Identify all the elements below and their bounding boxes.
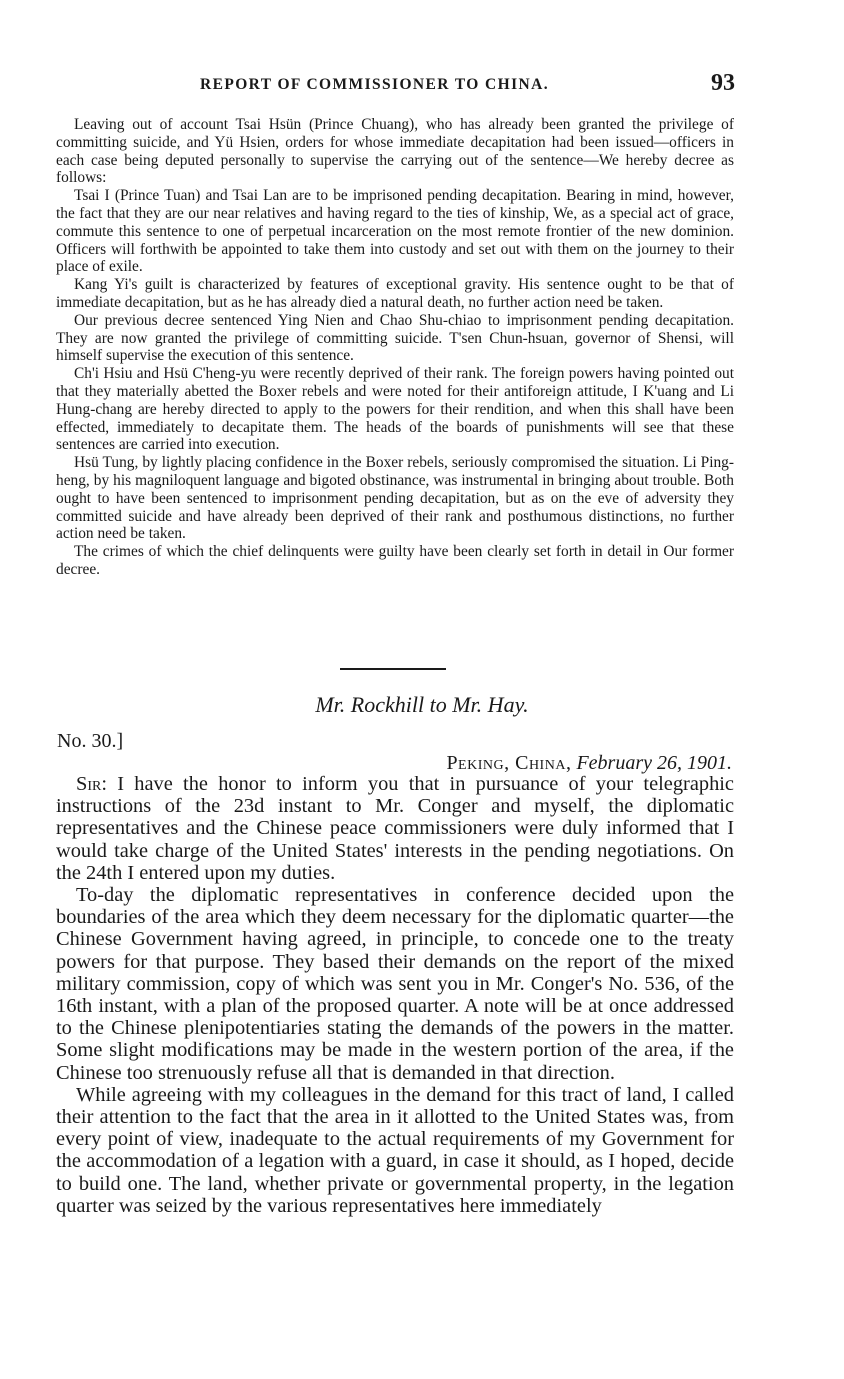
salutation: Sir: — [76, 773, 108, 795]
decree-paragraph: Ch'i Hsiu and Hsü C'heng-yu were recently deprived of their rank. The foreign powers having pointed out that they materially abetted the Boxer rebels and were noted for their antiforeign attitude, I K'uang and Li Hung-chang are hereby directed to apply to the powers for their rendition, and when this shall have been effected, immediately to decapitate them. The heads of the boards of punishments will see that these sentences are carried into execution. — [56, 365, 734, 454]
letter-paragraph: While agreeing with my colleagues in the demand for this tract of land, I called their attention to the fact that the area in it allotted to the United States was, from every point of view, inadequate to the actual requirements of my Government for the accommodation of a legation with a guard, in case it should, as I hoped, decide to build one. The land, whether private or governmental property, in the legation quarter was seized by the various representatives here immediately — [56, 1083, 734, 1217]
decree-paragraph: The crimes of which the chief delinquents were guilty have been clearly set forth in detail in Our former decree. — [56, 543, 734, 578]
dateline-place: Peking, China, — [446, 752, 572, 774]
document-number: No. 30.] — [57, 730, 124, 752]
section-divider — [340, 668, 446, 670]
dateline-date: February 26, 1901. — [576, 752, 732, 774]
letter-paragraph — [56, 773, 734, 884]
decree-text — [56, 116, 734, 579]
decree-paragraph: Hsü Tung, by lightly placing confidence in the Boxer rebels, seriously compromised the situation. Li Ping-heng, by his magniloquent language and bigoted obstinance, was instrumental in bringing about trouble. Both ought to have been sentenced to imprisonment pending decapitation, but as on the eve of adversity they committed suicide and have already been deprived of their rank and posthumous distinctions, no further action need be taken. — [56, 454, 734, 543]
running-title: REPORT OF COMMISSIONER TO CHINA. — [200, 76, 549, 93]
decree-paragraph: Our previous decree sentenced Ying Nien and Chao Shu-chiao to imprisonment pending decapitation. They are now granted the privilege of committing suicide. T'sen Chun-hsuan, governor of Shensi, will himself supervise the execution of this sentence. — [56, 311, 734, 365]
letter-paragraph: To-day the diplomatic representatives in conference decided upon the boundaries of the area which they deem necessary for the diplomatic quarter—the Chinese Government having agreed, in principle, to concede one to the treaty powers for that purpose. They based their demands on the report of the mixed military commission, copy of which was sent you in Mr. Conger's No. 536, of the 16th instant, with a plan of the proposed quarter. A note will be at once addressed to the Chinese plenipotentiaries stating the demands of the powers in the matter. Some slight modifications may be made in the western portion of the area, if the Chinese too strenuously refuse all that is demanded in that direction. — [56, 884, 734, 1084]
decree-paragraph: Tsai I (Prince Tuan) and Tsai Lan are to be imprisoned pending decapitation. Bearing in mind, however, the fact that they are our near relatives and having regard to the ties of kinship, We, as a special act of grace, commute this sentence to one of perpetual incarceration on the most remote frontier of the new dominion. Officers will forthwith be appointed to take them into custody and set out with them on the journey to their place of exile. — [56, 187, 734, 276]
decree-paragraph: Kang Yi's guilt is characterized by features of exceptional gravity. His sentence ought to be that of immediate decapitation, but as he has already died a natural death, no further action need be taken. — [56, 276, 734, 311]
page-number: 93 — [711, 70, 735, 96]
decree-paragraph: Leaving out of account Tsai Hsün (Prince Chuang), who has already been granted the privilege of committing suicide, and Yü Hsien, orders for whose immediate decapitation had been issued—officers in each case being deputed personally to supervise the carrying out of the sentence—We hereby decree as follows: — [56, 116, 734, 187]
running-header — [55, 70, 735, 100]
letter-body — [56, 773, 734, 1217]
dateline — [446, 752, 732, 775]
letter-paragraph-text: I have the honor to inform you that in pursuance of your telegraphic instructions of the 23d instant to Mr. Conger and myself, the diplomatic representatives and the Chinese peace commissioners were duly informed that I would take charge of the United States' interests in the pending negotiations. On the 24th I entered upon my duties. — [56, 773, 734, 884]
letter-heading: Mr. Rockhill to Mr. Hay. — [315, 692, 529, 717]
